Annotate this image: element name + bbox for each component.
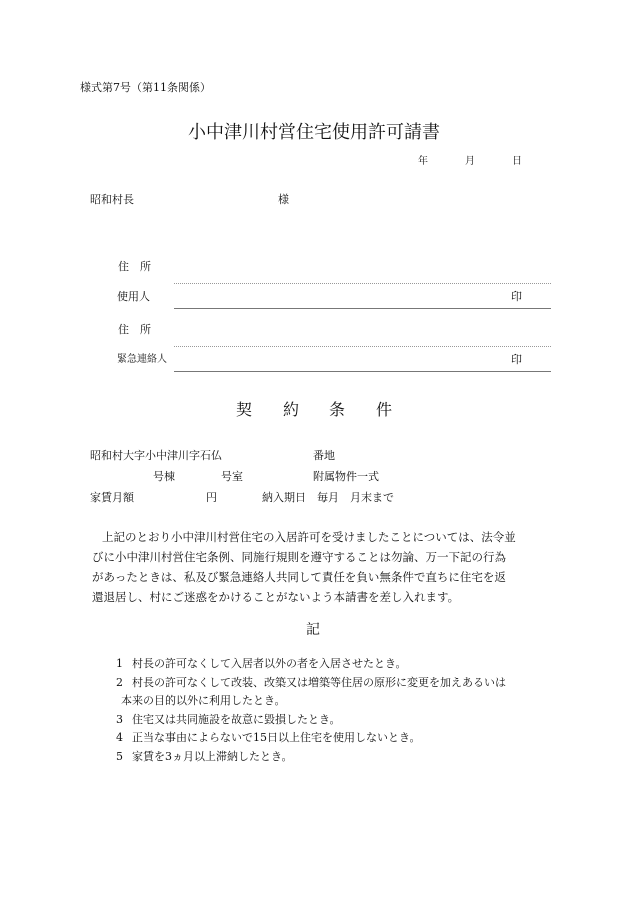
condition-3-text: 住宅又は共同施設を故意に毀損したとき。 — [132, 713, 341, 726]
property-attached: 附属物件一式 — [313, 470, 379, 483]
property-lot-suffix: 番地 — [313, 449, 335, 462]
applicant-address-line — [174, 283, 551, 284]
contact-address-line — [174, 346, 551, 347]
date-month: 月 — [465, 156, 475, 167]
contact-seal: 印 — [511, 353, 522, 366]
body-line-2: びに小中津川村営住宅条例、同施行規則を遵守することは勿論、万一下記の行為 — [92, 550, 506, 564]
date-day: 日 — [512, 156, 522, 167]
ki-heading: 記 — [306, 622, 320, 638]
condition-1-number: 1 — [116, 657, 123, 670]
contract-heading-1: 契 — [236, 400, 253, 419]
form-number: 様式第7号（第11条関係） — [80, 81, 211, 94]
contact-name-line — [174, 371, 551, 372]
rent-due: 納入期日 毎月 月末まで — [262, 491, 394, 504]
condition-5-text: 家賃を3ヵ月以上滞納したとき。 — [132, 750, 293, 763]
condition-1-text: 村長の許可なくして入居者以外の者を入居させたとき。 — [132, 657, 407, 670]
addressee-honorific: 様 — [278, 193, 289, 206]
condition-4-number: 4 — [116, 731, 123, 744]
applicant-user-label: 使用人 — [117, 290, 150, 303]
contact-label: 緊急連絡人 — [117, 354, 167, 365]
body-paragraph — [92, 527, 532, 607]
property-room-suffix: 号室 — [221, 470, 243, 483]
document-title: 小中津川村営住宅使用許可請書 — [188, 122, 440, 143]
contract-heading-3: 条 — [329, 400, 346, 419]
contract-heading-2: 約 — [283, 400, 300, 419]
condition-4-text: 正当な事由によらないで15日以上住宅を使用しないとき。 — [132, 731, 421, 744]
contact-address-label: 住 所 — [118, 323, 151, 336]
property-location: 昭和村大字小中津川字石仏 — [90, 449, 222, 462]
condition-2-number: 2 — [116, 676, 123, 689]
rent-label: 家賃月額 — [90, 491, 134, 504]
applicant-seal: 印 — [511, 290, 522, 303]
addressee-name: 昭和村長 — [90, 193, 134, 206]
condition-3-number: 3 — [116, 713, 123, 726]
applicant-name-line — [174, 308, 551, 309]
condition-5-number: 5 — [116, 750, 123, 763]
condition-2-text: 村長の許可なくして改装、改築又は増築等住居の原形に変更を加えあるいは — [132, 676, 506, 689]
condition-2-continuation: 本来の目的以外に利用したとき。 — [121, 694, 286, 707]
applicant-address-label: 住 所 — [118, 260, 151, 273]
property-building-suffix: 号棟 — [153, 470, 175, 483]
date-year: 年 — [418, 156, 428, 167]
body-line-4: 還退居し、村にご迷惑をかけることがないよう本請書を差し入れます。 — [92, 590, 460, 604]
rent-yen: 円 — [206, 491, 217, 504]
contract-heading-4: 件 — [376, 400, 393, 419]
body-line-3: があったときは、私及び緊急連絡人共同して責任を負い無条件で直ちに住宅を返 — [92, 570, 506, 584]
body-line-1: 上記のとおり小中津川村営住宅の入居許可を受けましたことについては、法令並 — [102, 530, 516, 544]
